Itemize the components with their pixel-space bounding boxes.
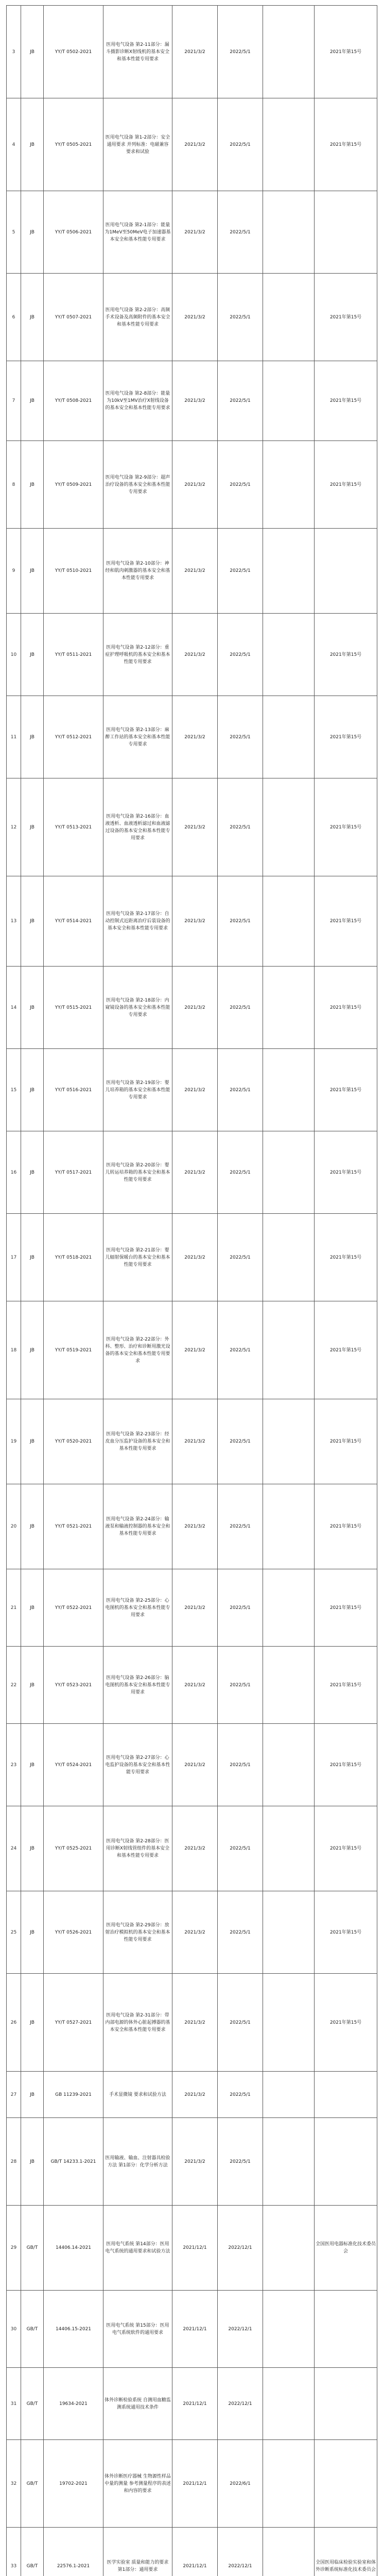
remark-cell: 2021年第15号: [315, 98, 377, 191]
row-number: 14: [7, 967, 21, 1049]
implement-date: 2022/5/1: [218, 876, 263, 967]
table-row: [7, 98, 377, 191]
remark-cell: 2021年第15号: [315, 1806, 377, 1891]
standard-code: YY/T 0508-2021: [44, 361, 103, 441]
publish-date: 2021/3/2: [172, 361, 218, 441]
implement-date: 2022/5/1: [218, 778, 263, 876]
remark-cell: 全国医用临床检验实验室和体外诊断系统标准化技术委员会: [315, 2528, 377, 2576]
standard-name: 医用电气设备 第2-22部分：外科、整形、治疗和诊断用激光设备的基本安全和基本性能专用要求: [103, 1301, 172, 1399]
publish-date: 2021/3/2: [172, 1484, 218, 1569]
row-number: 19: [7, 1399, 21, 1484]
table-row: [7, 778, 377, 876]
table-row: [7, 2206, 377, 2291]
standard-name: 医用电气设备 第2-9部分：超声治疗设备的基本安全和基本性能专用要求: [103, 441, 172, 529]
standard-category: JB: [21, 1399, 44, 1484]
standard-code: YY/T 0521-2021: [44, 1484, 103, 1569]
publish-date: 2021/3/2: [172, 1214, 218, 1301]
standard-code: YY/T 0524-2021: [44, 1724, 103, 1806]
standard-name: 医用电气设备 第2-21部分：婴儿辐射保暖台的基本安全和基本性能专用要求: [103, 1214, 172, 1301]
standard-name: 医学实验室 质量和能力的要求 第1部分：通用要求: [103, 2528, 172, 2576]
row-number: 32: [7, 2440, 21, 2528]
standard-code: YY/T 0506-2021: [44, 191, 103, 274]
table-row: [7, 1131, 377, 1214]
empty-cell: [263, 2528, 315, 2576]
standard-category: JB: [21, 1484, 44, 1569]
standard-category: JB: [21, 529, 44, 614]
standard-code: YY/T 0507-2021: [44, 274, 103, 361]
implement-date: 2022/5/1: [218, 1647, 263, 1724]
row-number: 17: [7, 1214, 21, 1301]
table-row: [7, 2072, 377, 2118]
standard-code: YY/T 0525-2021: [44, 1806, 103, 1891]
table-row: [7, 1399, 377, 1484]
remark-cell: [315, 2118, 377, 2206]
standard-category: JB: [21, 614, 44, 696]
standard-name: 医用电气设备 第2-8部分：能量为10kV至1MV治疗X射线设备的基本安全和基本性能专用要求: [103, 361, 172, 441]
standards-table-body: [7, 6, 377, 2576]
empty-cell: [263, 6, 315, 98]
implement-date: 2022/5/1: [218, 191, 263, 274]
publish-date: 2021/3/2: [172, 1301, 218, 1399]
empty-cell: [263, 98, 315, 191]
standard-code: YY/T 0505-2021: [44, 98, 103, 191]
row-number: 9: [7, 529, 21, 614]
remark-cell: 2021年第15号: [315, 1399, 377, 1484]
empty-cell: [263, 614, 315, 696]
remark-cell: 全国医用电器标准化技术委员会: [315, 2206, 377, 2291]
publish-date: 2021/12/1: [172, 2440, 218, 2528]
standard-code: YY/T 0513-2021: [44, 778, 103, 876]
standard-name: 医用电气设备 第2-23部分：经皮血分压监护设备的基本安全和基本性能专用要求: [103, 1399, 172, 1484]
implement-date: 2022/5/1: [218, 614, 263, 696]
standard-category: JB: [21, 1647, 44, 1724]
row-number: 20: [7, 1484, 21, 1569]
table-row: [7, 441, 377, 529]
standard-category: JB: [21, 967, 44, 1049]
implement-date: 2022/5/1: [218, 696, 263, 778]
standard-name: 医用电气设备 第2-29部分：放射治疗模拟机的基本安全和基本性能专用要求: [103, 1891, 172, 1974]
standard-category: JB: [21, 1974, 44, 2072]
standard-category: JB: [21, 1049, 44, 1131]
standard-code: GB/T 14233.1-2021: [44, 2118, 103, 2206]
standard-category: JB: [21, 2072, 44, 2118]
publish-date: 2021/12/1: [172, 2291, 218, 2368]
standard-name: 医用电气系统 第15部分：医用电气系统软件的通用要求: [103, 2291, 172, 2368]
empty-cell: [263, 2440, 315, 2528]
standard-category: JB: [21, 778, 44, 876]
row-number: 30: [7, 2291, 21, 2368]
empty-cell: [263, 1399, 315, 1484]
row-number: 26: [7, 1974, 21, 2072]
table-row: [7, 2440, 377, 2528]
row-number: 33: [7, 2528, 21, 2576]
implement-date: 2022/5/1: [218, 1569, 263, 1647]
row-number: 31: [7, 2368, 21, 2440]
table-row: [7, 1891, 377, 1974]
publish-date: 2021/3/2: [172, 1806, 218, 1891]
standard-category: JB: [21, 274, 44, 361]
standard-name: 医用电气设备 第2-1部分：能量为1MeV至50MeV电子加速器基本安全和基本性能专用要求: [103, 191, 172, 274]
row-number: 3: [7, 6, 21, 98]
standard-category: GB/T: [21, 2368, 44, 2440]
remark-cell: 2021年第15号: [315, 274, 377, 361]
standard-category: JB: [21, 441, 44, 529]
empty-cell: [263, 696, 315, 778]
row-number: 15: [7, 1049, 21, 1131]
empty-cell: [263, 2291, 315, 2368]
remark-cell: 2021年第15号: [315, 1974, 377, 2072]
row-number: 24: [7, 1806, 21, 1891]
remark-cell: 2021年第15号: [315, 967, 377, 1049]
remark-cell: 2021年第15号: [315, 1214, 377, 1301]
standard-code: YY/T 0523-2021: [44, 1647, 103, 1724]
publish-date: 2021/3/2: [172, 1891, 218, 1974]
table-row: [7, 361, 377, 441]
row-number: 16: [7, 1131, 21, 1214]
table-row: [7, 191, 377, 274]
publish-date: 2021/3/2: [172, 529, 218, 614]
remark-cell: [315, 2291, 377, 2368]
empty-cell: [263, 191, 315, 274]
table-row: [7, 2528, 377, 2576]
empty-cell: [263, 361, 315, 441]
publish-date: 2021/3/2: [172, 274, 218, 361]
publish-date: 2021/3/2: [172, 98, 218, 191]
empty-cell: [263, 1484, 315, 1569]
row-number: 22: [7, 1647, 21, 1724]
publish-date: 2021/3/2: [172, 1647, 218, 1724]
standard-category: JB: [21, 1724, 44, 1806]
implement-date: 2022/12/1: [218, 2291, 263, 2368]
implement-date: 2022/5/1: [218, 1214, 263, 1301]
table-row: [7, 876, 377, 967]
standard-code: GB 11239-2021: [44, 2072, 103, 2118]
publish-date: 2021/3/2: [172, 2118, 218, 2206]
table-row: [7, 1301, 377, 1399]
table-row: [7, 1569, 377, 1647]
remark-cell: 2021年第15号: [315, 1131, 377, 1214]
empty-cell: [263, 1891, 315, 1974]
empty-cell: [263, 2118, 315, 2206]
remark-cell: 2021年第15号: [315, 1484, 377, 1569]
row-number: 18: [7, 1301, 21, 1399]
standard-code: YY/T 0509-2021: [44, 441, 103, 529]
remark-cell: [315, 2368, 377, 2440]
row-number: 29: [7, 2206, 21, 2291]
empty-cell: [263, 778, 315, 876]
empty-cell: [263, 2206, 315, 2291]
empty-cell: [263, 274, 315, 361]
publish-date: 2021/3/2: [172, 778, 218, 876]
row-number: 6: [7, 274, 21, 361]
standard-code: YY/T 0510-2021: [44, 529, 103, 614]
row-number: 12: [7, 778, 21, 876]
standard-code: 19702-2021: [44, 2440, 103, 2528]
standard-name: 医用电气设备 第2-2部分：高频手术设备及高频附件的基本安全和基本性能专用要求: [103, 274, 172, 361]
table-row: [7, 614, 377, 696]
empty-cell: [263, 1806, 315, 1891]
publish-date: 2021/12/1: [172, 2528, 218, 2576]
remark-cell: [315, 2440, 377, 2528]
remark-cell: 2021年第15号: [315, 778, 377, 876]
remark-cell: 2021年第15号: [315, 1569, 377, 1647]
implement-date: 2022/5/1: [218, 2072, 263, 2118]
empty-cell: [263, 1131, 315, 1214]
table-row: [7, 696, 377, 778]
remark-cell: 2021年第15号: [315, 1724, 377, 1806]
standard-category: JB: [21, 1214, 44, 1301]
implement-date: 2022/5/1: [218, 1399, 263, 1484]
remark-cell: [315, 529, 377, 614]
row-number: 27: [7, 2072, 21, 2118]
standard-category: JB: [21, 6, 44, 98]
publish-date: 2021/12/1: [172, 2368, 218, 2440]
standard-name: 医用输液、输血、注射器具检验方法 第1部分：化学分析方法: [103, 2118, 172, 2206]
standard-category: GB/T: [21, 2440, 44, 2528]
publish-date: 2021/3/2: [172, 1131, 218, 1214]
standard-category: JB: [21, 1301, 44, 1399]
standard-code: YY/T 0512-2021: [44, 696, 103, 778]
standard-category: JB: [21, 2118, 44, 2206]
remark-cell: 2021年第15号: [315, 6, 377, 98]
standard-name: 医用电气设备 第2-25部分：心电图机的基本安全和基本性能专用要求: [103, 1569, 172, 1647]
table-row: [7, 6, 377, 98]
standard-name: 医用电气设备 第2-26部分：脑电图机的基本安全和基本性能专用要求: [103, 1647, 172, 1724]
table-row: [7, 967, 377, 1049]
publish-date: 2021/3/2: [172, 696, 218, 778]
standard-code: YY/T 0511-2021: [44, 614, 103, 696]
table-row: [7, 2368, 377, 2440]
table-row: [7, 2118, 377, 2206]
table-row: [7, 1974, 377, 2072]
standard-name: 医用电气设备 第2-10部分：神经和肌肉刺激器的基本安全和基本性能专用要求: [103, 529, 172, 614]
empty-cell: [263, 1647, 315, 1724]
table-row: [7, 1214, 377, 1301]
standard-name: 医用电气设备 第2-27部分：心电监护设备的基本安全和基本性能专用要求: [103, 1724, 172, 1806]
empty-cell: [263, 441, 315, 529]
remark-cell: 2021年第15号: [315, 361, 377, 441]
empty-cell: [263, 2072, 315, 2118]
standard-category: JB: [21, 1891, 44, 1974]
standard-name: 医用电气设备 第2-19部分：婴儿培养箱的基本安全和基本性能专用要求: [103, 1049, 172, 1131]
implement-date: 2022/5/1: [218, 2118, 263, 2206]
row-number: 13: [7, 876, 21, 967]
implement-date: 2022/5/1: [218, 6, 263, 98]
remark-cell: [315, 2072, 377, 2118]
remark-cell: 2021年第15号: [315, 696, 377, 778]
empty-cell: [263, 1214, 315, 1301]
implement-date: 2022/5/1: [218, 1974, 263, 2072]
publish-date: 2021/3/2: [172, 6, 218, 98]
standard-name: 医用电气设备 第2-17部分：自动控制式近距离治疗后装设备的基本安全和基本性能专用要求: [103, 876, 172, 967]
remark-cell: 2021年第15号: [315, 1647, 377, 1724]
empty-cell: [263, 2368, 315, 2440]
table-row: [7, 1724, 377, 1806]
standard-category: JB: [21, 876, 44, 967]
standard-code: YY/T 0526-2021: [44, 1891, 103, 1974]
standard-code: 22576.1-2021: [44, 2528, 103, 2576]
standard-category: JB: [21, 361, 44, 441]
implement-date: 2022/12/1: [218, 2528, 263, 2576]
standard-name: 医用电气设备 第2-13部分：麻醉工作站的基本安全和基本性能专用要求: [103, 696, 172, 778]
publish-date: 2021/3/2: [172, 2072, 218, 2118]
standard-code: YY/T 0518-2021: [44, 1214, 103, 1301]
standard-name: 体外诊断检验系统 自测用血糖监测系统通用技术条件: [103, 2368, 172, 2440]
table-row: [7, 2291, 377, 2368]
standard-name: 医用电气设备 第2-28部分：医用诊断X射线管组件的基本安全和基本性能专用要求: [103, 1806, 172, 1891]
row-number: 7: [7, 361, 21, 441]
standard-name: 医用电气设备 第2-16部分：血液透析、血液透析滤过和血液滤过设备的基本安全和基本性能专用要求: [103, 778, 172, 876]
standard-name: 医用电气设备 第2-31部分：带内部电源的体外心脏起搏器的基本安全和基本性能专用要求: [103, 1974, 172, 2072]
empty-cell: [263, 1049, 315, 1131]
standard-code: YY/T 0517-2021: [44, 1131, 103, 1214]
standard-category: GB/T: [21, 2206, 44, 2291]
implement-date: 2022/5/1: [218, 1806, 263, 1891]
standard-category: JB: [21, 98, 44, 191]
table-row: [7, 1484, 377, 1569]
standard-code: YY/T 0527-2021: [44, 1974, 103, 2072]
publish-date: 2021/3/2: [172, 876, 218, 967]
remark-cell: 2021年第15号: [315, 614, 377, 696]
standard-code: YY/T 0520-2021: [44, 1399, 103, 1484]
publish-date: 2021/12/1: [172, 2206, 218, 2291]
standard-name: 体外诊断医疗器械 生物源性样品中量的测量 参考测量程序的表述和内容的要求: [103, 2440, 172, 2528]
row-number: 28: [7, 2118, 21, 2206]
standard-name: 医用电气设备 第2-20部分：婴儿转运培养箱的基本安全和基本性能专用要求: [103, 1131, 172, 1214]
remark-cell: 2021年第15号: [315, 441, 377, 529]
table-row: [7, 1806, 377, 1891]
implement-date: 2022/5/1: [218, 1301, 263, 1399]
implement-date: 2022/5/1: [218, 1891, 263, 1974]
standard-category: JB: [21, 1806, 44, 1891]
empty-cell: [263, 1724, 315, 1806]
standard-code: 14406.14-2021: [44, 2206, 103, 2291]
standard-code: 14406.15-2021: [44, 2291, 103, 2368]
standard-code: 19634-2021: [44, 2368, 103, 2440]
remark-cell: [315, 191, 377, 274]
row-number: 5: [7, 191, 21, 274]
table-row: [7, 529, 377, 614]
implement-date: 2022/5/1: [218, 274, 263, 361]
standard-category: GB/T: [21, 2528, 44, 2576]
publish-date: 2021/3/2: [172, 191, 218, 274]
publish-date: 2021/3/2: [172, 1724, 218, 1806]
implement-date: 2022/6/1: [218, 2440, 263, 2528]
empty-cell: [263, 529, 315, 614]
remark-cell: 2021年第15号: [315, 1049, 377, 1131]
publish-date: 2021/3/2: [172, 1399, 218, 1484]
standard-category: JB: [21, 696, 44, 778]
standard-category: JB: [21, 1569, 44, 1647]
standard-category: GB/T: [21, 2291, 44, 2368]
standard-name: 医用电气设备 第2-11部分：漏斗摄影诊断X射线机的基本安全和基本性能专用要求: [103, 6, 172, 98]
table-row: [7, 1647, 377, 1724]
standard-name: 医用电气设备 第2-24部分：输液泵和输液控制器的基本安全和基本性能专用要求: [103, 1484, 172, 1569]
standard-name: 医用电气系统 第14部分：医用电气系统的通用要求和试验方法: [103, 2206, 172, 2291]
row-number: 4: [7, 98, 21, 191]
table-row: [7, 274, 377, 361]
standard-code: YY/T 0515-2021: [44, 967, 103, 1049]
standard-category: JB: [21, 1131, 44, 1214]
row-number: 25: [7, 1891, 21, 1974]
standard-code: YY/T 0519-2021: [44, 1301, 103, 1399]
publish-date: 2021/3/2: [172, 441, 218, 529]
standard-code: YY/T 0514-2021: [44, 876, 103, 967]
implement-date: 2022/12/1: [218, 2206, 263, 2291]
publish-date: 2021/3/2: [172, 1974, 218, 2072]
implement-date: 2022/12/1: [218, 2368, 263, 2440]
empty-cell: [263, 1569, 315, 1647]
remark-cell: 2021年第15号: [315, 1891, 377, 1974]
row-number: 21: [7, 1569, 21, 1647]
standard-name: 医用电气设备 第2-18部分：内窥镜设备的基本安全和基本性能专用要求: [103, 967, 172, 1049]
standard-code: YY/T 0522-2021: [44, 1569, 103, 1647]
publish-date: 2021/3/2: [172, 967, 218, 1049]
row-number: 10: [7, 614, 21, 696]
table-row: [7, 1049, 377, 1131]
standard-name: 手术显微镜 要求和试验方法: [103, 2072, 172, 2118]
publish-date: 2021/3/2: [172, 1049, 218, 1131]
implement-date: 2022/5/1: [218, 361, 263, 441]
implement-date: 2022/5/1: [218, 529, 263, 614]
publish-date: 2021/3/2: [172, 614, 218, 696]
remark-cell: 2021年第15号: [315, 876, 377, 967]
row-number: 8: [7, 441, 21, 529]
standards-table: [6, 5, 377, 2576]
standard-name: 医用电气设备 第2-12部分：重症护理呼吸机的基本安全和基本性能专用要求: [103, 614, 172, 696]
implement-date: 2022/5/1: [218, 967, 263, 1049]
implement-date: 2022/5/1: [218, 1484, 263, 1569]
remark-cell: 2021年第15号: [315, 1301, 377, 1399]
row-number: 11: [7, 696, 21, 778]
implement-date: 2022/5/1: [218, 1131, 263, 1214]
standard-code: YY/T 0516-2021: [44, 1049, 103, 1131]
standard-name: 医用电气设备 第1-2部分：安全通用要求 并列标准：电磁兼容 要求和试验: [103, 98, 172, 191]
standard-code: YY/T 0502-2021: [44, 6, 103, 98]
row-number: 23: [7, 1724, 21, 1806]
empty-cell: [263, 876, 315, 967]
implement-date: 2022/5/1: [218, 1049, 263, 1131]
implement-date: 2022/5/1: [218, 98, 263, 191]
empty-cell: [263, 1301, 315, 1399]
standard-category: JB: [21, 191, 44, 274]
empty-cell: [263, 1974, 315, 2072]
implement-date: 2022/5/1: [218, 441, 263, 529]
implement-date: 2022/5/1: [218, 1724, 263, 1806]
publish-date: 2021/3/2: [172, 1569, 218, 1647]
empty-cell: [263, 967, 315, 1049]
